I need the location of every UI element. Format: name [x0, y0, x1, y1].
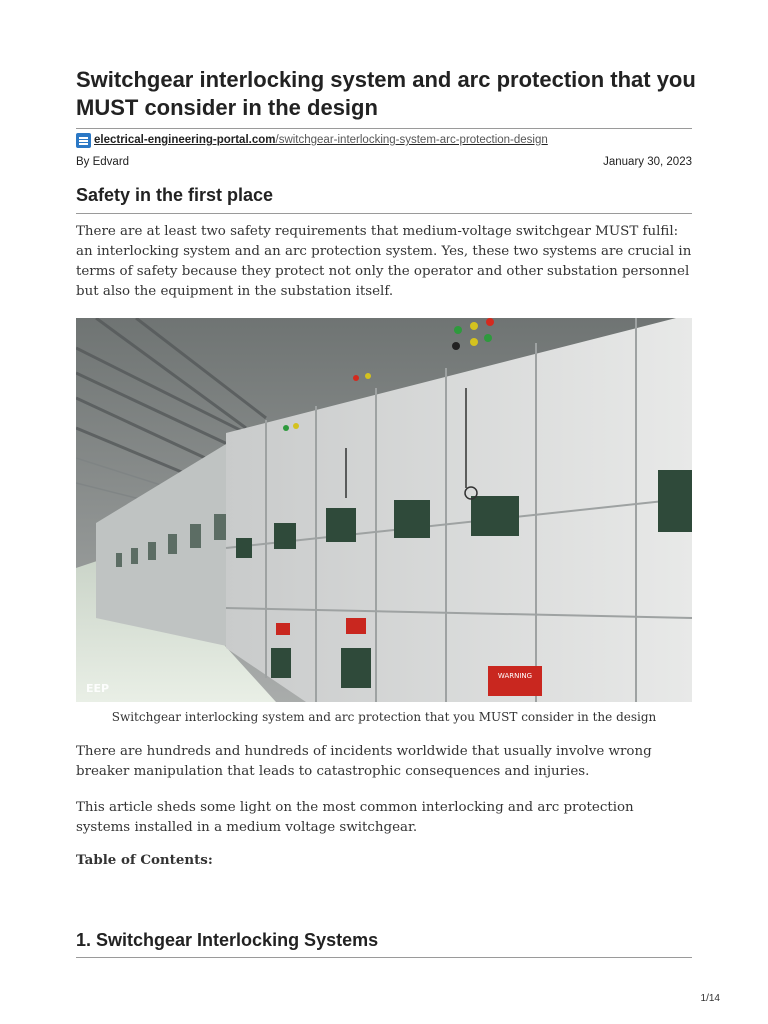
photo-caption: Switchgear interlocking system and arc protection that you MUST consider in the design — [111, 710, 657, 724]
author: By Edvard — [76, 156, 130, 168]
section-divider-2 — [76, 957, 692, 958]
publish-date: January 30, 2023 — [603, 156, 692, 168]
warning-text: WARNING — [497, 672, 533, 680]
source-path: /switchgear-interlocking-system-arc-protection-design — [275, 134, 548, 146]
section-divider — [76, 213, 692, 214]
switchgear-photo — [76, 318, 692, 702]
page-number: 1/14 — [700, 993, 720, 1004]
source-link[interactable] — [76, 131, 548, 149]
byline — [76, 156, 692, 168]
warning-label — [488, 666, 542, 696]
eep-logo: EEP — [86, 682, 110, 695]
section-heading-interlocking: 1. Switchgear Interlocking Systems — [76, 930, 379, 950]
article-summary-paragraph: This article sheds some light on the most common interlocking and arc protection systems installed in a medium voltage switchgear. — [76, 800, 634, 835]
article-title: Switchgear interlocking system and arc protection that you MUST consider in the design — [76, 67, 696, 120]
switchgear-illustration — [76, 318, 692, 702]
source-domain: electrical-engineering-portal.com — [94, 134, 276, 146]
title-divider — [76, 128, 692, 129]
incidents-paragraph: There are hundreds and hundreds of incidents worldwide that usually involve wrong breaker manipulation that leads to catastrophic consequences and injuries. — [76, 744, 652, 779]
section-heading-safety: Safety in the first place — [76, 185, 274, 205]
intro-paragraph: There are at least two safety requirements that medium-voltage switchgear MUST fulfil: an interlocking system and an arc protection system. Yes, these two systems are crucial in terms of safety because they protect not only the operator and other substation personnel but also the equipment in the substation itself. — [76, 224, 692, 299]
table-of-contents-label: Table of Contents: — [76, 852, 213, 868]
source-url[interactable] — [94, 134, 548, 146]
document-icon — [76, 133, 91, 148]
